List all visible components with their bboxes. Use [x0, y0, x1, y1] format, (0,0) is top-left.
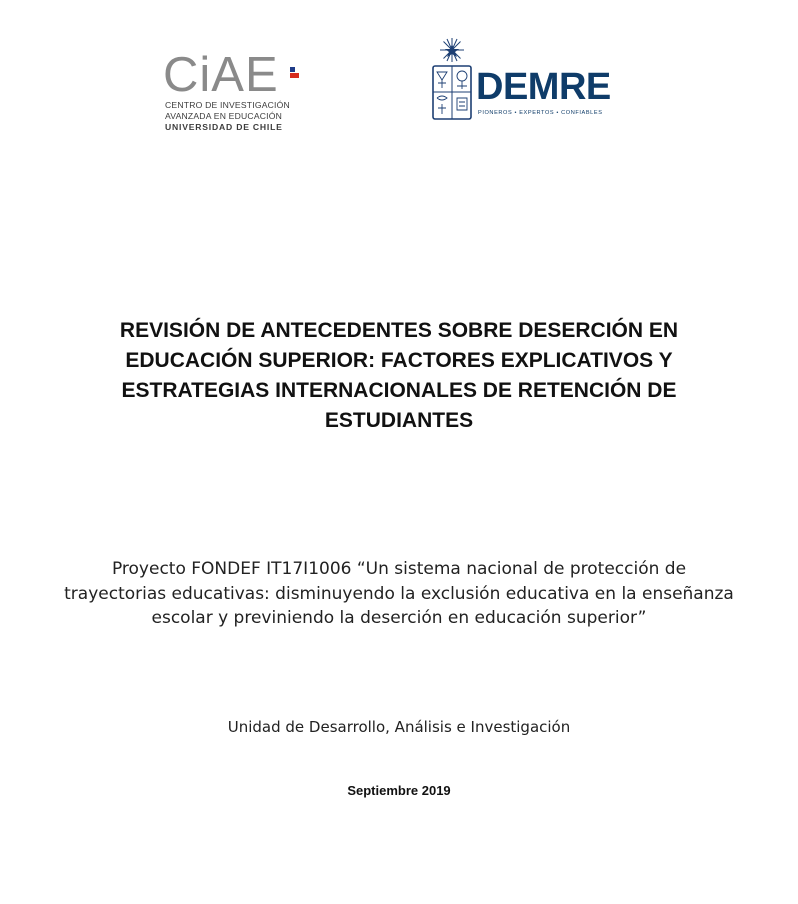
publication-date: Septiembre 2019	[347, 783, 451, 798]
ciae-line-3: UNIVERSIDAD DE CHILE	[165, 122, 283, 132]
demre-tagline: PIONEROS • EXPERTOS • CONFIABLES	[478, 110, 603, 116]
ciae-line-2: AVANZADA EN EDUCACIÓN	[165, 111, 283, 121]
demre-logo	[430, 36, 615, 126]
university-seal-icon	[430, 36, 474, 122]
flag-red-stripe	[290, 73, 299, 78]
document-title: REVISIÓN DE ANTECEDENTES SOBRE DESERCIÓN EN EDUCACIÓN SUPERIOR: FACTORES EXPLICATIVOS Y ESTRATEGIAS INTERNACIONALES DE RETENCIÓN DE ESTUDIANTES	[119, 319, 679, 432]
unit-name: Unidad de Desarrollo, Análisis e Investigación	[227, 718, 571, 736]
chile-flag-icon	[290, 67, 299, 78]
ciae-wordmark: CiAE	[163, 48, 279, 102]
flag-blue-square	[290, 67, 295, 72]
ciae-line-1: CENTRO DE INVESTIGACIÓN	[165, 100, 290, 110]
demre-wordmark: DEMRE	[476, 66, 611, 108]
project-description: Proyecto FONDEF IT17I1006 “Un sistema nacional de protección de trayectorias educativas: disminuyendo la exclusión educativa en la enseñanza escolar y previniendo la deserción en educación superior”	[64, 559, 734, 628]
ciae-logo	[163, 50, 303, 134]
